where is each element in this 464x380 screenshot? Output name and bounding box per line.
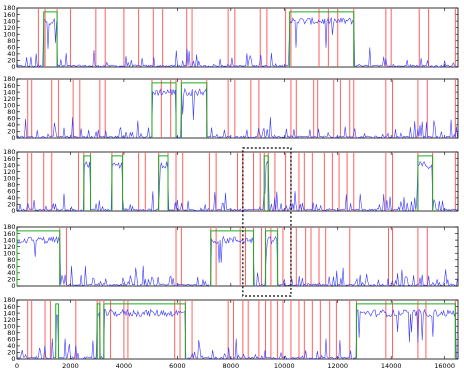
- x-tick-label: 14000: [380, 362, 402, 370]
- panel-1: [3, 4, 458, 71]
- y-tick-label: 60: [7, 262, 16, 271]
- y-tick-label: 140: [3, 309, 16, 318]
- y-tick-label: 100: [3, 249, 16, 258]
- y-tick-label: 40: [7, 194, 16, 203]
- y-tick-label: 180: [3, 296, 16, 305]
- y-tick-label: 80: [7, 36, 16, 45]
- y-tick-label: 0: [11, 207, 16, 216]
- y-tick-label: 100: [3, 30, 16, 39]
- y-tick-label: 20: [7, 348, 16, 357]
- y-tick-label: 140: [3, 161, 16, 170]
- y-tick-label: 160: [3, 81, 16, 90]
- y-tick-label: 80: [7, 328, 16, 337]
- y-tick-label: 40: [7, 342, 16, 351]
- y-tick-label: 0: [11, 355, 16, 364]
- y-tick-label: 160: [3, 154, 16, 163]
- panel-frame: [17, 227, 458, 286]
- x-tick-label: 0: [14, 362, 20, 370]
- y-tick-label: 40: [7, 121, 16, 130]
- y-tick-label: 20: [7, 56, 16, 65]
- y-tick-label: 140: [3, 17, 16, 26]
- x-tick-label: 2000: [62, 362, 79, 370]
- x-tick-label: 10000: [273, 362, 295, 370]
- y-tick-label: 80: [7, 107, 16, 116]
- y-tick-label: 180: [3, 75, 16, 84]
- x-tick-label: 16000: [434, 362, 455, 370]
- y-tick-label: 160: [3, 302, 16, 311]
- y-tick-label: 60: [7, 43, 16, 52]
- y-tick-label: 140: [3, 236, 16, 245]
- panel-frame: [17, 79, 458, 138]
- panel-3: [3, 148, 458, 215]
- panel-5: [3, 296, 458, 370]
- y-tick-label: 160: [3, 229, 16, 238]
- y-tick-label: 120: [3, 167, 16, 176]
- y-tick-label: 100: [3, 101, 16, 110]
- y-tick-label: 40: [7, 50, 16, 59]
- panel-frame: [17, 300, 458, 359]
- y-tick-label: 180: [3, 148, 16, 157]
- y-tick-label: 0: [11, 134, 16, 143]
- panel-2: [3, 75, 458, 142]
- y-tick-label: 140: [3, 88, 16, 97]
- x-tick-label: 12000: [327, 362, 349, 370]
- y-tick-label: 80: [7, 180, 16, 189]
- y-tick-label: 20: [7, 275, 16, 284]
- y-tick-label: 60: [7, 114, 16, 123]
- y-tick-label: 100: [3, 322, 16, 331]
- y-tick-label: 160: [3, 10, 16, 19]
- panel-frame: [17, 8, 458, 67]
- y-tick-label: 40: [7, 269, 16, 278]
- y-tick-label: 120: [3, 242, 16, 251]
- x-tick-label: 8000: [222, 362, 240, 370]
- y-tick-label: 120: [3, 94, 16, 103]
- y-tick-label: 120: [3, 315, 16, 324]
- y-tick-label: 60: [7, 187, 16, 196]
- y-tick-label: 20: [7, 127, 16, 136]
- y-tick-label: 100: [3, 174, 16, 183]
- x-tick-label: 6000: [169, 362, 186, 370]
- y-tick-label: 60: [7, 335, 16, 344]
- y-tick-label: 80: [7, 255, 16, 264]
- y-tick-label: 180: [3, 4, 16, 13]
- y-tick-label: 20: [7, 200, 16, 209]
- y-tick-label: 180: [3, 223, 16, 232]
- y-tick-label: 120: [3, 23, 16, 32]
- y-tick-label: 0: [11, 282, 16, 291]
- panel-4: [3, 223, 458, 290]
- y-tick-label: 0: [11, 63, 16, 72]
- x-tick-label: 4000: [115, 362, 133, 370]
